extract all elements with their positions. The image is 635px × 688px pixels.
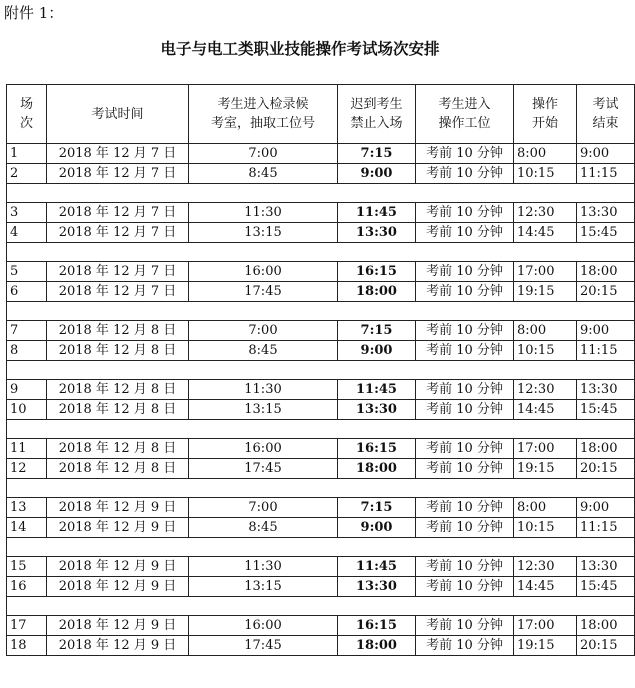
exam-end-time: 9:00 [577,144,635,164]
table-row [7,577,635,597]
session-number: 5 [7,262,47,282]
session-number: 13 [7,498,47,518]
exam-date: 2018 年 12 月 8 日 [47,341,189,361]
operation-start-time: 17:00 [514,616,577,636]
operation-start-time: 17:00 [514,262,577,282]
spacer-row [7,538,635,557]
checkin-time: 7:00 [189,144,338,164]
spacer-row [7,597,635,616]
enter-station-time: 考前 10 分钟 [416,262,514,282]
checkin-time: 11:30 [189,380,338,400]
late-cutoff-time: 18:00 [338,636,416,656]
header-row [7,85,635,144]
enter-station-time: 考前 10 分钟 [416,518,514,538]
enter-station-time: 考前 10 分钟 [416,164,514,184]
table-row [7,380,635,400]
checkin-time: 16:00 [189,262,338,282]
late-cutoff-time: 13:30 [338,223,416,243]
table-row [7,341,635,361]
table-row [7,321,635,341]
table-row [7,439,635,459]
checkin-time: 7:00 [189,321,338,341]
table-row [7,636,635,656]
checkin-time: 11:30 [189,557,338,577]
late-cutoff-time: 9:00 [338,164,416,184]
session-number: 18 [7,636,47,656]
operation-start-time: 10:15 [514,518,577,538]
operation-start-time: 8:00 [514,498,577,518]
session-number: 8 [7,341,47,361]
session-number: 16 [7,577,47,597]
spacer-row [7,302,635,321]
header-late-entry: 迟到考生 禁止入场 [338,85,416,144]
enter-station-time: 考前 10 分钟 [416,341,514,361]
exam-date: 2018 年 12 月 9 日 [47,616,189,636]
schedule-table [6,84,635,656]
session-number: 15 [7,557,47,577]
table-row [7,557,635,577]
late-cutoff-time: 11:45 [338,557,416,577]
enter-station-time: 考前 10 分钟 [416,439,514,459]
late-cutoff-time: 13:30 [338,577,416,597]
enter-station-time: 考前 10 分钟 [416,203,514,223]
header-checkin: 考生进入检录候 考室，抽取工位号 [189,85,338,144]
exam-end-time: 11:15 [577,341,635,361]
exam-date: 2018 年 12 月 8 日 [47,400,189,420]
enter-station-time: 考前 10 分钟 [416,223,514,243]
checkin-time: 17:45 [189,636,338,656]
header-enter-station: 考生进入 操作工位 [416,85,514,144]
exam-end-time: 11:15 [577,518,635,538]
exam-end-time: 9:00 [577,321,635,341]
exam-date: 2018 年 12 月 9 日 [47,636,189,656]
enter-station-time: 考前 10 分钟 [416,400,514,420]
exam-end-time: 20:15 [577,459,635,479]
enter-station-time: 考前 10 分钟 [416,557,514,577]
late-cutoff-time: 9:00 [338,341,416,361]
operation-start-time: 12:30 [514,203,577,223]
exam-end-time: 18:00 [577,262,635,282]
session-number: 3 [7,203,47,223]
operation-start-time: 19:15 [514,459,577,479]
table-row [7,518,635,538]
late-cutoff-time: 13:30 [338,400,416,420]
session-number: 14 [7,518,47,538]
spacer-cell [7,538,635,557]
checkin-time: 11:30 [189,203,338,223]
enter-station-time: 考前 10 分钟 [416,459,514,479]
operation-start-time: 19:15 [514,636,577,656]
checkin-time: 8:45 [189,518,338,538]
exam-end-time: 15:45 [577,577,635,597]
header-exam-time: 考试时间 [47,85,189,144]
checkin-time: 17:45 [189,459,338,479]
table-row [7,498,635,518]
late-cutoff-time: 16:15 [338,616,416,636]
exam-date: 2018 年 12 月 9 日 [47,518,189,538]
table-row [7,616,635,636]
checkin-time: 13:15 [189,577,338,597]
exam-date: 2018 年 12 月 9 日 [47,577,189,597]
exam-end-time: 18:00 [577,439,635,459]
exam-date: 2018 年 12 月 8 日 [47,459,189,479]
spacer-cell [7,243,635,262]
spacer-row [7,420,635,439]
late-cutoff-time: 11:45 [338,203,416,223]
table-row [7,164,635,184]
enter-station-time: 考前 10 分钟 [416,282,514,302]
enter-station-time: 考前 10 分钟 [416,636,514,656]
exam-date: 2018 年 12 月 7 日 [47,203,189,223]
session-number: 9 [7,380,47,400]
exam-end-time: 20:15 [577,636,635,656]
header-exam-end: 考试 结束 [577,85,635,144]
exam-end-time: 11:15 [577,164,635,184]
exam-end-time: 18:00 [577,616,635,636]
operation-start-time: 12:30 [514,557,577,577]
table-row [7,282,635,302]
exam-date: 2018 年 12 月 9 日 [47,498,189,518]
late-cutoff-time: 9:00 [338,518,416,538]
table-row [7,459,635,479]
enter-station-time: 考前 10 分钟 [416,144,514,164]
checkin-time: 17:45 [189,282,338,302]
spacer-cell [7,479,635,498]
session-number: 12 [7,459,47,479]
spacer-row [7,479,635,498]
operation-start-time: 14:45 [514,577,577,597]
late-cutoff-time: 7:15 [338,321,416,341]
table-row [7,203,635,223]
enter-station-time: 考前 10 分钟 [416,380,514,400]
spacer-row [7,243,635,262]
session-number: 2 [7,164,47,184]
session-number: 17 [7,616,47,636]
table-row [7,223,635,243]
session-number: 4 [7,223,47,243]
page-title: 电子与电工类职业技能操作考试场次安排 [160,40,440,58]
exam-date: 2018 年 12 月 7 日 [47,282,189,302]
exam-end-time: 15:45 [577,400,635,420]
late-cutoff-time: 11:45 [338,380,416,400]
exam-date: 2018 年 12 月 7 日 [47,262,189,282]
exam-end-time: 13:30 [577,557,635,577]
attachment-label: 附件 1： [4,4,64,22]
spacer-cell [7,597,635,616]
table-row [7,144,635,164]
exam-end-time: 20:15 [577,282,635,302]
exam-end-time: 13:30 [577,380,635,400]
exam-date: 2018 年 12 月 9 日 [47,557,189,577]
enter-station-time: 考前 10 分钟 [416,577,514,597]
checkin-time: 13:15 [189,400,338,420]
header-op-start: 操作 开始 [514,85,577,144]
checkin-time: 7:00 [189,498,338,518]
checkin-time: 13:15 [189,223,338,243]
late-cutoff-time: 16:15 [338,262,416,282]
exam-date: 2018 年 12 月 8 日 [47,321,189,341]
schedule-body [7,144,635,656]
session-number: 6 [7,282,47,302]
exam-date: 2018 年 12 月 7 日 [47,144,189,164]
exam-date: 2018 年 12 月 7 日 [47,164,189,184]
session-number: 7 [7,321,47,341]
header-session: 场 次 [7,85,47,144]
exam-end-time: 9:00 [577,498,635,518]
enter-station-time: 考前 10 分钟 [416,321,514,341]
operation-start-time: 17:00 [514,439,577,459]
table-row [7,400,635,420]
operation-start-time: 14:45 [514,223,577,243]
enter-station-time: 考前 10 分钟 [416,616,514,636]
late-cutoff-time: 18:00 [338,282,416,302]
spacer-cell [7,302,635,321]
table-row [7,262,635,282]
spacer-row [7,361,635,380]
checkin-time: 16:00 [189,616,338,636]
operation-start-time: 10:15 [514,164,577,184]
exam-date: 2018 年 12 月 8 日 [47,439,189,459]
spacer-cell [7,361,635,380]
exam-end-time: 15:45 [577,223,635,243]
spacer-cell [7,420,635,439]
operation-start-time: 8:00 [514,144,577,164]
spacer-cell [7,184,635,203]
late-cutoff-time: 18:00 [338,459,416,479]
checkin-time: 8:45 [189,341,338,361]
exam-date: 2018 年 12 月 7 日 [47,223,189,243]
checkin-time: 8:45 [189,164,338,184]
late-cutoff-time: 7:15 [338,498,416,518]
session-number: 10 [7,400,47,420]
late-cutoff-time: 16:15 [338,439,416,459]
exam-date: 2018 年 12 月 8 日 [47,380,189,400]
checkin-time: 16:00 [189,439,338,459]
operation-start-time: 10:15 [514,341,577,361]
session-number: 1 [7,144,47,164]
enter-station-time: 考前 10 分钟 [416,498,514,518]
operation-start-time: 19:15 [514,282,577,302]
operation-start-time: 14:45 [514,400,577,420]
spacer-row [7,184,635,203]
exam-end-time: 13:30 [577,203,635,223]
operation-start-time: 12:30 [514,380,577,400]
late-cutoff-time: 7:15 [338,144,416,164]
operation-start-time: 8:00 [514,321,577,341]
session-number: 11 [7,439,47,459]
